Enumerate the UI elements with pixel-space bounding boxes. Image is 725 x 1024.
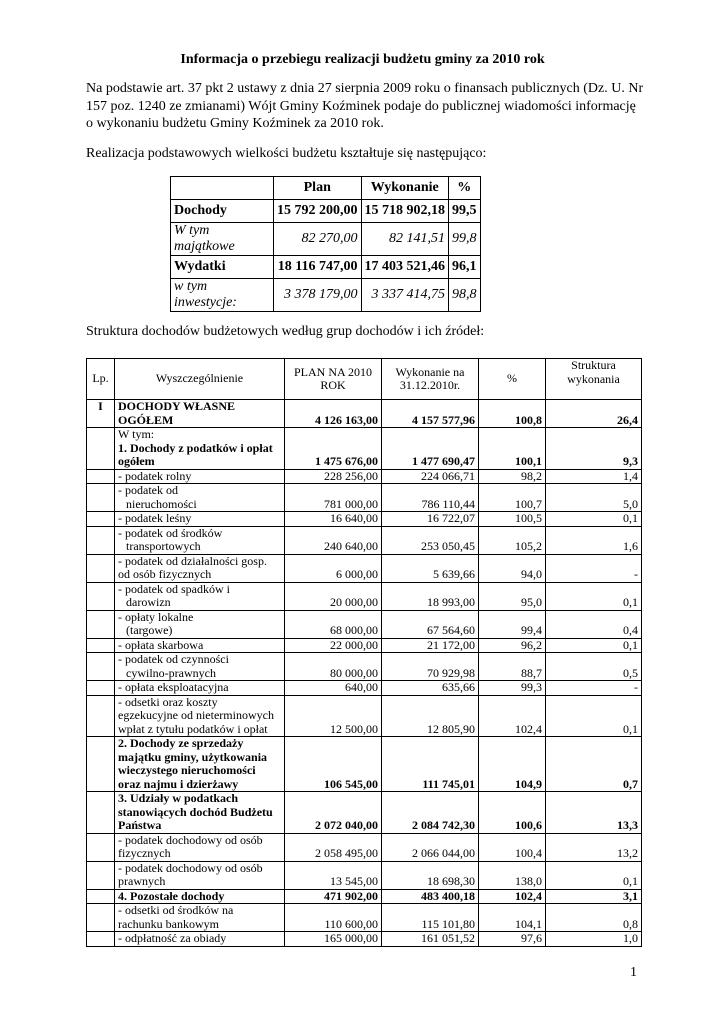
item-plan: 2 058 495,00 — [285, 833, 382, 861]
item-wykonanie: 224 066,71 — [382, 469, 479, 484]
summary-header-row — [171, 177, 481, 200]
page-number: 1 — [630, 965, 637, 980]
item-name — [115, 889, 285, 904]
item-wykonanie: 18 993,00 — [382, 582, 479, 610]
item-name — [115, 610, 285, 638]
structure-row — [87, 833, 642, 861]
header-plan — [285, 359, 382, 400]
summary-table — [170, 176, 481, 312]
item-name-line: egzekucyjne od nieterminowych — [118, 708, 274, 722]
item-plan: 16 640,00 — [285, 512, 382, 527]
summary-row — [171, 200, 481, 223]
summary-header-plan: Plan — [274, 177, 362, 200]
item-name-line: (targowe) — [126, 623, 173, 637]
item-struktura: 1,4 — [546, 469, 642, 484]
item-name-line: - podatek od spadków i — [118, 581, 230, 596]
item-name — [115, 469, 285, 484]
item-pct: 100,8 — [479, 400, 546, 428]
item-plan: 68 000,00 — [285, 610, 382, 638]
structure-row — [87, 428, 642, 470]
item-name-line: oraz najmu i dzierżawy — [118, 776, 239, 791]
item-name-line: - opłata skarbowa — [118, 637, 204, 652]
item-name-line: rachunku bankowym — [118, 916, 219, 931]
item-struktura: 0,7 — [546, 737, 642, 792]
lp-cell-empty — [87, 526, 115, 554]
summary-header-pct: % — [449, 177, 481, 200]
item-wykonanie: 1 477 690,47 — [382, 428, 479, 470]
item-name — [115, 653, 285, 681]
lp-cell-empty — [87, 638, 115, 653]
item-pct: 88,7 — [479, 653, 546, 681]
summary-header-wykonanie: Wykonanie — [361, 177, 449, 200]
item-wykonanie: 115 101,80 — [382, 904, 479, 932]
item-name-line: - opłata eksploatacyjna — [118, 680, 229, 694]
lp-cell-empty — [87, 484, 115, 512]
lp-cell-empty — [87, 833, 115, 861]
item-pct: 99,4 — [479, 610, 546, 638]
item-struktura: 1,6 — [546, 526, 642, 554]
structure-row — [87, 469, 642, 484]
item-struktura: - — [546, 681, 642, 696]
lp-cell-empty — [87, 582, 115, 610]
structure-body — [87, 400, 642, 947]
item-name-line: 2. Dochody ze sprzedaży — [118, 736, 244, 750]
lp-cell-empty — [87, 681, 115, 696]
lp-cell-empty — [87, 610, 115, 638]
item-struktura: 0,5 — [546, 653, 642, 681]
summary-pct: 99,5 — [449, 200, 481, 223]
item-struktura: 0,1 — [546, 695, 642, 737]
summary-plan: 18 116 747,00 — [274, 256, 362, 279]
summary-row — [171, 279, 481, 312]
item-plan: 4 126 163,00 — [285, 400, 382, 428]
structure-row — [87, 681, 642, 696]
structure-header-row — [87, 359, 642, 400]
item-name — [115, 526, 285, 554]
structure-row — [87, 904, 642, 932]
item-name-line: - odsetki oraz koszty — [118, 694, 218, 709]
header-wykonanie — [382, 359, 479, 400]
item-name-line: DOCHODY WŁASNE — [118, 399, 236, 413]
item-name-line: - podatek od działalności gosp. — [118, 553, 267, 568]
structure-row — [87, 512, 642, 527]
item-wykonanie: 67 564,60 — [382, 610, 479, 638]
item-plan: 106 545,00 — [285, 737, 382, 792]
item-wykonanie: 12 805,90 — [382, 695, 479, 737]
item-plan: 6 000,00 — [285, 554, 382, 582]
item-name-line: - podatek rolny — [118, 468, 192, 483]
summary-wykonanie: 17 403 521,46 — [361, 256, 449, 279]
structure-row — [87, 400, 642, 428]
summary-header-blank — [171, 177, 274, 200]
item-name — [115, 695, 285, 737]
item-name — [115, 904, 285, 932]
item-struktura: 9,3 — [546, 428, 642, 470]
item-plan: 110 600,00 — [285, 904, 382, 932]
item-struktura: 3,1 — [546, 889, 642, 904]
item-wykonanie: 111 745,01 — [382, 737, 479, 792]
item-name-line: Państwa — [118, 818, 162, 832]
summary-wykonanie: 82 141,51 — [361, 223, 449, 256]
item-wykonanie: 16 722,07 — [382, 512, 479, 527]
structure-lead: Struktura dochodów budżetowych według grup dochodów i ich źródeł: — [86, 324, 485, 339]
document-title: Informacja o przebiegu realizacji budżetu gminy za 2010 rok — [180, 52, 545, 67]
item-name — [115, 554, 285, 582]
item-name — [115, 737, 285, 792]
item-plan: 12 500,00 — [285, 695, 382, 737]
item-name — [115, 833, 285, 861]
item-pct: 97,6 — [479, 932, 546, 947]
item-name-line: - odsetki od środków na — [118, 903, 234, 917]
item-plan: 80 000,00 — [285, 653, 382, 681]
summary-row — [171, 256, 481, 279]
item-plan: 2 072 040,00 — [285, 792, 382, 834]
structure-row — [87, 653, 642, 681]
item-name — [115, 484, 285, 512]
lp-cell-empty — [87, 554, 115, 582]
item-pct: 102,4 — [479, 695, 546, 737]
item-struktura: 0,8 — [546, 904, 642, 932]
item-plan: 20 000,00 — [285, 582, 382, 610]
item-wykonanie: 635,66 — [382, 681, 479, 696]
summary-row — [171, 223, 481, 256]
item-plan: 471 902,00 — [285, 889, 382, 904]
summary-wykonanie: 3 337 414,75 — [361, 279, 449, 312]
item-pct: 100,1 — [479, 428, 546, 470]
item-pct: 104,9 — [479, 737, 546, 792]
structure-row — [87, 610, 642, 638]
item-wykonanie: 2 084 742,30 — [382, 792, 479, 834]
item-name-line: - podatek od środków — [118, 525, 223, 540]
structure-row — [87, 638, 642, 653]
item-name — [115, 428, 285, 470]
lp-cell-empty — [87, 861, 115, 889]
item-name-line: od osób fizycznych — [118, 567, 212, 581]
summary-label: Dochody — [171, 200, 274, 223]
item-pct: 100,4 — [479, 833, 546, 861]
summary-label: W tym majątkowe — [171, 223, 274, 256]
item-name-line: W tym: — [118, 427, 155, 441]
item-plan: 640,00 — [285, 681, 382, 696]
lp-cell-empty — [87, 428, 115, 470]
summary-plan: 3 378 179,00 — [274, 279, 362, 312]
item-plan: 781 000,00 — [285, 484, 382, 512]
item-name — [115, 792, 285, 834]
item-name-line: - podatek dochodowy od osób — [118, 832, 263, 847]
intro-paragraph: Na podstawie art. 37 pkt 2 ustawy z dnia 27 sierpnia 2009 roku o finansach publicznych (Dz. U. Nr 157 poz. 1240 ze zmianami) Wójt Gminy Koźminek podaje do publicznej wiadomości informację o wykonaniu budżetu Gminy Koźminek za 2010 rok. — [86, 81, 644, 131]
item-name-line: majątku gminy, użytkowania — [118, 749, 268, 764]
lp-cell-empty — [87, 695, 115, 737]
header-lp: Lp. — [87, 359, 115, 400]
summary-body — [171, 200, 481, 312]
item-name-line: prawnych — [118, 874, 166, 888]
structure-table — [86, 358, 642, 947]
item-pct: 95,0 — [479, 582, 546, 610]
item-struktura: 0,1 — [546, 638, 642, 653]
header-plan-line1: PLAN NA 2010 — [293, 364, 372, 379]
item-name — [115, 638, 285, 653]
item-pct: 98,2 — [479, 469, 546, 484]
item-pct: 96,2 — [479, 638, 546, 653]
item-name-line: OGÓŁEM — [118, 412, 174, 427]
item-pct: 100,7 — [479, 484, 546, 512]
item-wykonanie: 786 110,44 — [382, 484, 479, 512]
header-pct: % — [479, 359, 546, 400]
structure-row — [87, 861, 642, 889]
summary-pct: 99,8 — [449, 223, 481, 256]
lp-cell-empty — [87, 469, 115, 484]
item-name-line: darowizn — [126, 595, 171, 609]
item-pct: 99,3 — [479, 681, 546, 696]
item-name-line: 3. Udziały w podatkach — [118, 791, 239, 805]
lp-cell-empty — [87, 904, 115, 932]
item-struktura: 0,1 — [546, 861, 642, 889]
item-name-line: - podatek od — [118, 483, 178, 497]
item-plan: 1 475 676,00 — [285, 428, 382, 470]
header-wyk-line2: 31.12.2010r. — [399, 378, 461, 392]
item-pct: 100,5 — [479, 512, 546, 527]
lp-cell-empty — [87, 653, 115, 681]
item-name-line: fizycznych — [118, 846, 171, 860]
item-plan: 240 640,00 — [285, 526, 382, 554]
header-str-line1: Struktura — [571, 358, 616, 372]
item-struktura: 0,4 — [546, 610, 642, 638]
structure-row — [87, 932, 642, 947]
item-struktura: 26,4 — [546, 400, 642, 428]
item-plan: 228 256,00 — [285, 469, 382, 484]
item-name-line: ogółem — [118, 454, 155, 468]
item-wykonanie: 253 050,45 — [382, 526, 479, 554]
item-name — [115, 400, 285, 428]
item-wykonanie: 5 639,66 — [382, 554, 479, 582]
item-struktura: - — [546, 554, 642, 582]
lp-cell-empty — [87, 512, 115, 527]
structure-row — [87, 737, 642, 792]
structure-row — [87, 695, 642, 737]
lp-cell: I — [87, 400, 115, 428]
structure-row — [87, 554, 642, 582]
item-wykonanie: 70 929,98 — [382, 653, 479, 681]
item-pct: 138,0 — [479, 861, 546, 889]
item-wykonanie: 2 066 044,00 — [382, 833, 479, 861]
item-name-line: - podatek od czynności — [118, 652, 229, 666]
structure-row — [87, 582, 642, 610]
item-name — [115, 582, 285, 610]
item-struktura: 5,0 — [546, 484, 642, 512]
summary-wykonanie: 15 718 902,18 — [361, 200, 449, 223]
lp-cell-empty — [87, 792, 115, 834]
item-name-line: stanowiących dochód Budżetu — [118, 804, 273, 819]
item-name — [115, 512, 285, 527]
item-name-line: cywilno-prawnych — [126, 665, 216, 680]
item-name-line: transportowych — [126, 539, 201, 553]
header-struktura — [546, 359, 642, 400]
structure-row — [87, 792, 642, 834]
structure-row — [87, 889, 642, 904]
item-pct: 94,0 — [479, 554, 546, 582]
summary-plan: 15 792 200,00 — [274, 200, 362, 223]
item-name-line: 1. Dochody z podatków i opłat — [118, 440, 273, 455]
item-pct: 102,4 — [479, 889, 546, 904]
item-pct: 104,1 — [479, 904, 546, 932]
item-name-line: - opłaty lokalne — [118, 609, 194, 624]
item-struktura: 13,3 — [546, 792, 642, 834]
item-name-line: - podatek leśny — [118, 511, 192, 525]
item-name-line: 4. Pozostałe dochody — [118, 888, 225, 903]
item-plan: 165 000,00 — [285, 932, 382, 947]
item-struktura: 0,1 — [546, 512, 642, 527]
item-struktura: 13,2 — [546, 833, 642, 861]
lp-cell-empty — [87, 889, 115, 904]
summary-label: Wydatki — [171, 256, 274, 279]
item-struktura: 0,1 — [546, 582, 642, 610]
item-name-line: wieczystego nieruchomości — [118, 763, 256, 777]
item-pct: 100,6 — [479, 792, 546, 834]
item-wykonanie: 161 051,52 — [382, 932, 479, 947]
item-wykonanie: 18 698,30 — [382, 861, 479, 889]
header-name: Wyszczególnienie — [115, 359, 285, 400]
item-name — [115, 681, 285, 696]
item-name-line: nieruchomości — [126, 496, 197, 511]
summary-label: w tym inwestycje: — [171, 279, 274, 312]
header-wyk-line1: Wykonanie na — [395, 364, 465, 379]
item-plan: 22 000,00 — [285, 638, 382, 653]
item-name-line: - odpłatność za obiady — [118, 931, 227, 945]
item-wykonanie: 21 172,00 — [382, 638, 479, 653]
item-wykonanie: 483 400,18 — [382, 889, 479, 904]
summary-lead: Realizacja podstawowych wielkości budżetu kształtuje się następująco: — [86, 146, 487, 161]
lp-cell-empty — [87, 932, 115, 947]
lp-cell-empty — [87, 737, 115, 792]
structure-row — [87, 484, 642, 512]
item-name — [115, 861, 285, 889]
structure-row — [87, 526, 642, 554]
item-wykonanie: 4 157 577,96 — [382, 400, 479, 428]
item-pct: 105,2 — [479, 526, 546, 554]
item-name-line: - podatek dochodowy od osób — [118, 860, 263, 875]
item-name — [115, 932, 285, 947]
item-plan: 13 545,00 — [285, 861, 382, 889]
summary-pct: 98,8 — [449, 279, 481, 312]
item-struktura: 1,0 — [546, 932, 642, 947]
header-plan-line2: ROK — [320, 378, 346, 392]
item-name-line: wpłat z tytułu podatków i opłat — [118, 721, 268, 736]
summary-pct: 96,1 — [449, 256, 481, 279]
header-str-line2: wykonania — [567, 371, 620, 386]
summary-plan: 82 270,00 — [274, 223, 362, 256]
